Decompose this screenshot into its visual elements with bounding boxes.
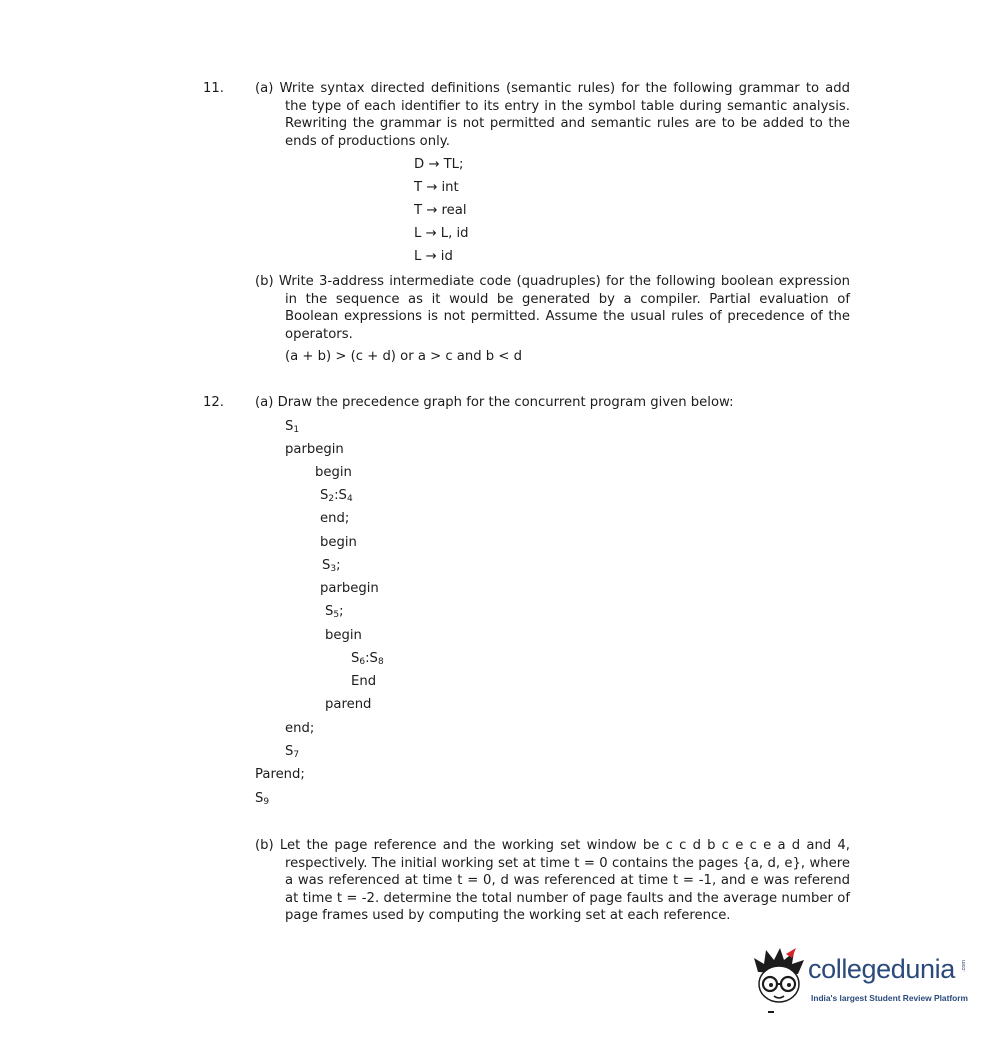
production-3: T → real <box>414 203 467 218</box>
program-line: $S_1$ <box>285 419 300 435</box>
question-12-part-b: (b) Let the page reference and the working set window be c c d b c e c e a d and 4, respectively. The initial working set at time t = 0 contains the pages {a, d, e}, where a was referenced at time t = 0, d was referenced at time t = -1, and e was referend at time t = -2. determine the total number of page faults and the average number of page frames used by computing the working set at each reference. <box>255 838 850 923</box>
question-11-number: 11. <box>203 81 224 96</box>
question-11-part-a: (a) Write syntax directed definitions (semantic rules) for the following grammar to add the type of each identifier to its entry in the symbol table during semantic analysis. Rewriting the grammar is not permitted and semantic rules are to be added to the ends of productions only. <box>255 81 850 149</box>
program-line: $S_9$ <box>255 791 270 807</box>
program-line: Parend; <box>255 767 305 782</box>
program-line: begin <box>325 628 362 643</box>
program-line: end; <box>320 511 350 526</box>
production-5: L → id <box>414 249 453 264</box>
production-1: D → TL; <box>414 157 464 172</box>
logo-tagline: India's largest Student Review Platform <box>811 993 968 1003</box>
program-line: $S_2:S_4$ <box>320 488 353 504</box>
program-line: $S_3$; <box>322 558 341 574</box>
mascot-icon <box>748 946 810 1018</box>
program-line: parend <box>325 697 372 712</box>
boolean-expression: (a + b) > (c + d) or a > c and b < d <box>285 349 522 364</box>
program-line: $S_6:S_8$ <box>351 651 384 667</box>
question-12-part-a: (a) Draw the precedence graph for the concurrent program given below: <box>255 395 734 410</box>
logo-wordmark: collegedunia <box>808 954 955 984</box>
question-11-part-b: (b) Write 3-address intermediate code (quadruples) for the following boolean expression in the sequence as it would be generated by a compiler. Partial evaluation of Boolean expressions is not permitted. Assume the usual rules of precedence of the operators. <box>255 274 850 342</box>
program-line: End <box>351 674 377 689</box>
program-line: parbegin <box>320 581 379 596</box>
question-12-number: 12. <box>203 395 224 410</box>
collegedunia-logo <box>748 946 980 1018</box>
production-4: L → L, id <box>414 226 469 241</box>
logo-suffix: .com <box>961 960 967 972</box>
program-line: begin <box>320 535 357 550</box>
program-line: $S_7$ <box>285 744 300 760</box>
production-2: T → int <box>414 180 459 195</box>
program-line: end; <box>285 721 315 736</box>
program-line: parbegin <box>285 442 344 457</box>
program-line: begin <box>315 465 352 480</box>
program-line: $S_5$; <box>325 604 344 620</box>
